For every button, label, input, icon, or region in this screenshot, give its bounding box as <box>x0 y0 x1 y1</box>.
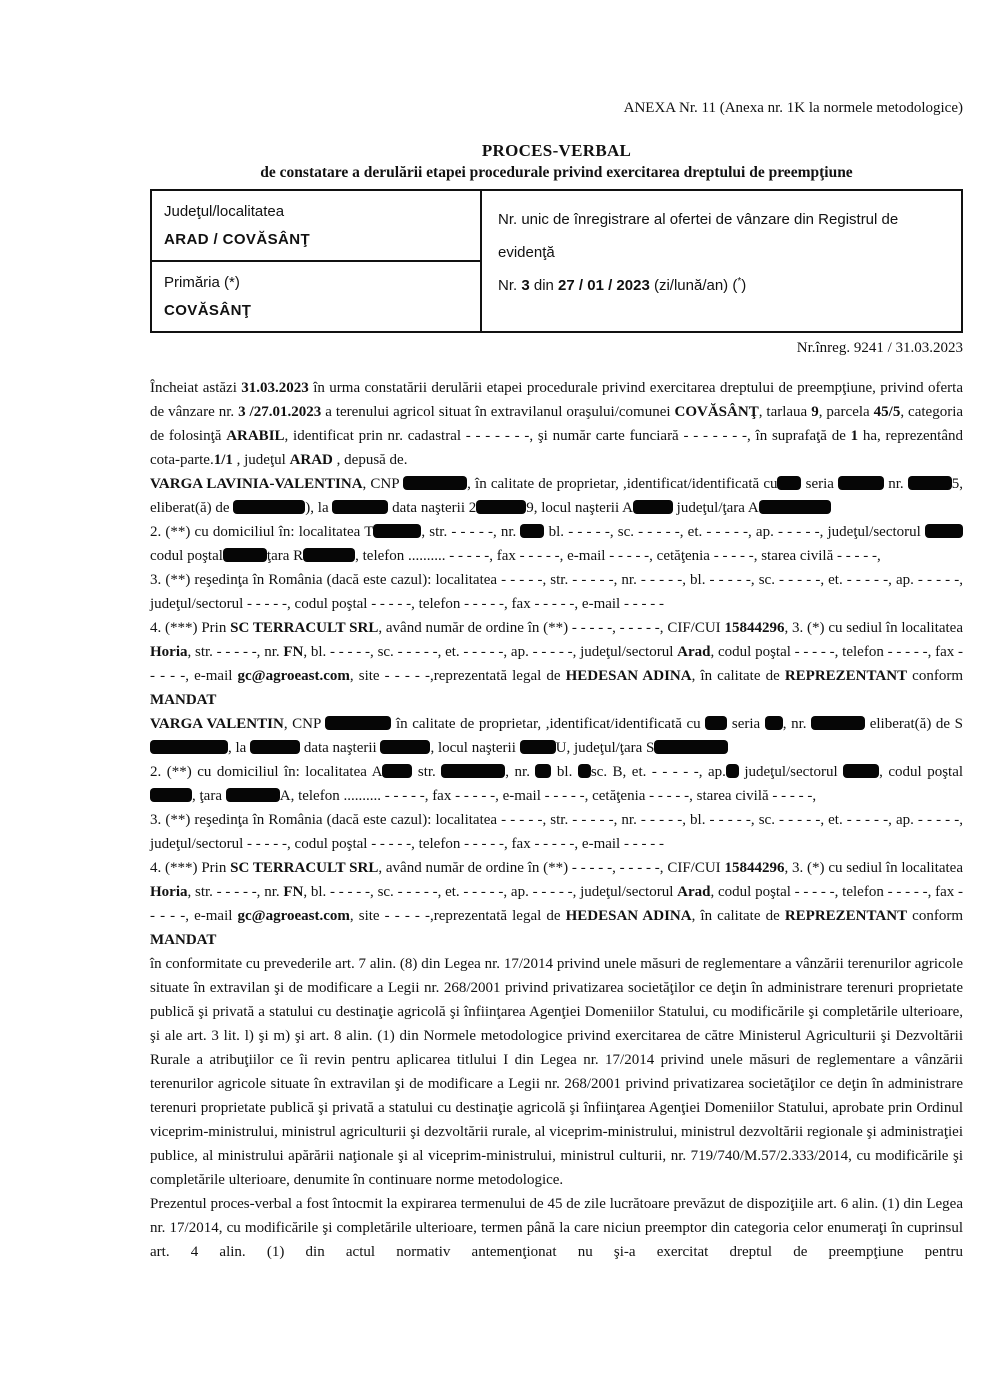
body-paragraph <box>150 568 963 616</box>
bold-text: Horia <box>150 884 188 900</box>
text-run: , site - - - - -,reprezentată legal de <box>349 908 566 924</box>
text-run: a terenului agricol situat în extravilanul oraşului/comunei <box>321 404 675 420</box>
text-run: , nr. <box>505 764 536 780</box>
primaria-value: COVĂSÂNŢ <box>164 302 252 319</box>
redaction-box <box>223 548 267 562</box>
bold-text: HEDESAN ADINA <box>565 668 692 684</box>
bold-text: 45/5 <box>873 404 901 420</box>
text-run: seria <box>801 476 839 492</box>
body-paragraph <box>150 472 963 520</box>
bold-text: HEDESAN ADINA <box>565 908 692 924</box>
text-run: , în calitate de <box>691 668 785 684</box>
text-run: , parcela <box>818 404 874 420</box>
text-run: , identificat prin nr. cadastral - - - - - - -, şi număr carte funciară - - - - - - -, în suprafaţă de <box>284 428 851 444</box>
redaction-box <box>403 476 467 490</box>
text-run: 5, eliberat(ă) de <box>150 476 964 516</box>
bold-text: gc@agroeast.com <box>237 908 350 924</box>
county-value: ARAD / COVĂSÂNŢ <box>164 231 311 248</box>
bold-text: Arad <box>677 884 711 900</box>
text-run: judeţul/ţara A <box>672 500 759 516</box>
body-paragraph <box>150 520 963 568</box>
registration-number-cell <box>481 190 962 332</box>
text-run: conform <box>907 908 963 924</box>
text-run: , str. - - - - -, nr. <box>187 884 284 900</box>
text-run: , ţara <box>192 788 226 804</box>
redaction-box <box>303 548 355 562</box>
redaction-box <box>520 740 556 754</box>
text-run: 3. (**) reşedinţa în România (dacă este cazul): localitatea - - - - -, str. - - - - -, nr. - - - - -, bl. - - - - -, sc. - - - - -, et. - - - - -, ap. - - - - -, judeţul/sectorul - - - - -, codul poştal - - - - -, telefon - - - - -, fax - - - - -, e-mail - - - - - <box>150 812 963 852</box>
bold-text: MANDAT <box>150 932 217 948</box>
text-run: ), la <box>305 500 333 516</box>
text-run: str. <box>412 764 442 780</box>
bold-text: gc@agroeast.com <box>237 668 350 684</box>
body-paragraph <box>150 616 963 712</box>
bold-text: 15844296 <box>724 620 785 636</box>
bold-text: COVĂSÂNŢ <box>674 404 759 420</box>
text-run: eliberat(ă) de S <box>865 716 964 732</box>
redaction-box <box>705 716 727 730</box>
body-paragraph <box>150 712 963 760</box>
text-run: 2. (**) cu domiciliul în: localitatea T <box>150 524 374 540</box>
bold-text: MANDAT <box>150 692 217 708</box>
primaria-label: Primăria (*) <box>164 274 240 291</box>
redaction-box <box>250 740 300 754</box>
text-run: , str. - - - - -, nr. <box>421 524 521 540</box>
redaction-box <box>925 524 963 538</box>
bold-text: VARGA LAVINIA-VALENTINA <box>150 476 363 492</box>
text-run: 2. (**) cu domiciliul în: localitatea A <box>150 764 383 780</box>
redaction-box <box>476 500 526 514</box>
text-run: , având număr de ordine în (**) - - - - -, - - - - -, CIF/CUI <box>378 620 725 636</box>
body-paragraph <box>150 808 963 856</box>
text-run: în conformitate cu prevederile art. 7 alin. (8) din Legea nr. 17/2014 privind unele măsuri de reglementare a vânzării terenurilor agricole situate în extravilan şi de modificare a Legii nr. 268/2001 privind privatizarea societăţilor ce deţin în administrare terenuri proprietate publică şi privată a statului cu destinaţie agricolă şi înfiinţarea Agenţiei Domeniilor Statului, cu modificările şi completările ulterioare, şi ale art. 3 lit. l) şi m) şi art. 8 alin. (1) din Normele metodologice privind exercitarea de către Ministerul Agriculturii şi Dezvoltării Rurale a atribuţiilor ce îi revin pentru aplicarea titlului I din Legea nr. 17/2014 privind unele măsuri de reglementare a vânzării terenurilor agricole situate în extravilan şi de modificare a Legii nr. 268/2001 privind privatizarea societăţilor ce deţin în administrare terenuri proprietate publică şi privată a statului cu destinaţie agricolă şi înfiinţarea Agenţiei Domeniilor Statului, aprobate prin Ordinul viceprim-ministrului, ministrul agriculturii şi dezvoltării rurale, al viceprim-ministrului, ministrul dezvoltării regionale şi administraţiei publice, al ministrului apărării naţionale şi al viceprim-ministrului, ministrul culturii, nr. 719/740/M.57/2.333/2014, cu modificările şi completările ulterioare, denumite în continuare norme metodologice. <box>150 956 963 1188</box>
document-subtitle: de constatare a derulării etapei procedurale privind exercitarea dreptului de preempţiune <box>260 164 853 181</box>
body-paragraph <box>150 376 963 472</box>
redaction-box <box>654 740 728 754</box>
bold-text: Arad <box>677 644 711 660</box>
bold-text: 27 / 01 / 2023 <box>558 277 650 294</box>
redaction-box <box>382 764 412 778</box>
text-run: , nr. <box>782 716 812 732</box>
text-run: , codul poştal - - - - -, telefon - - - - -, fax - - - - -, e-mail <box>150 884 963 924</box>
text-run: bl. <box>551 764 578 780</box>
bold-text: 31.03.2023 <box>241 380 309 396</box>
redaction-box <box>843 764 879 778</box>
bold-text: FN <box>283 884 304 900</box>
text-run: 4. (***) Prin <box>150 860 231 876</box>
redaction-box <box>520 524 544 538</box>
text-run: , locul naşterii <box>430 740 520 756</box>
registration-table <box>150 189 963 333</box>
text-run: , în calitate de <box>691 908 785 924</box>
redaction-box <box>373 524 421 538</box>
redaction-box <box>777 476 801 490</box>
text-run: , la <box>228 740 251 756</box>
text-run: , telefon .......... - - - - -, fax - - - - -, e-mail - - - - -, cetăţenia - - - - -, starea civilă - - - - -, <box>355 548 881 564</box>
bold-text: ARAD <box>289 452 333 468</box>
redaction-box <box>150 740 228 754</box>
registration-number-line <box>498 269 945 302</box>
text-run: sc. B, et. - - - - -, ap. <box>590 764 726 780</box>
text-run: , codul poştal - - - - -, telefon - - - - -, fax - - - - -, e-mail <box>150 644 963 684</box>
text-run: , tarlaua <box>758 404 812 420</box>
text-run: în urma constatării derulării etapei procedurale privind exercitarea dreptului de preempţiune, privind oferta de vânzare nr. <box>150 380 963 420</box>
redaction-box <box>908 476 952 490</box>
bold-text: 15844296 <box>724 860 785 876</box>
redaction-box <box>633 500 673 514</box>
superscript-star: * <box>737 276 742 287</box>
county-label: Judeţul/localitatea <box>164 203 285 220</box>
text-run: A, telefon .......... - - - - -, fax - - - - -, e-mail - - - - -, cetăţenia - - - - -, starea civilă - - - - -, <box>279 788 817 804</box>
text-run: ) <box>741 277 747 294</box>
text-run: conform <box>907 668 963 684</box>
text-run: , depusă de. <box>332 452 408 468</box>
bold-text: ARABIL <box>226 428 285 444</box>
text-run: data naşterii <box>300 740 381 756</box>
document-content <box>150 0 963 1264</box>
text-run: bl. - - - - -, sc. - - - - -, et. - - - - -, ap. - - - - -, judeţul/sectorul <box>544 524 925 540</box>
bold-text: REPREZENTANT <box>784 908 908 924</box>
text-run: , bl. - - - - -, sc. - - - - -, et. - - - - -, ap. - - - - -, judeţul/sectorul <box>303 884 678 900</box>
text-run: , având număr de ordine în (**) - - - - -, - - - - -, CIF/CUI <box>378 860 725 876</box>
text-run: nr. <box>884 476 908 492</box>
bold-text: 9 <box>811 404 819 420</box>
text-run: , CNP <box>283 716 326 732</box>
bold-text: 3 <box>521 277 530 294</box>
bold-text: SC TERRACULT SRL <box>230 620 379 636</box>
text-run: ha, reprezentând cota-parte. <box>150 428 963 468</box>
text-run: , judeţul <box>232 452 290 468</box>
document-title: PROCES-VERBAL <box>481 141 632 160</box>
body-paragraph <box>150 760 963 808</box>
body-paragraph <box>150 1192 963 1264</box>
text-run: (zi/lună/an) ( <box>649 277 738 294</box>
registration-table-body <box>151 190 962 332</box>
text-run: , în calitate de proprietar, ,identificat/identificată cu <box>467 476 778 492</box>
bold-text: REPREZENTANT <box>784 668 908 684</box>
text-run: seria <box>727 716 765 732</box>
redaction-box <box>578 764 591 778</box>
text-run: Prezentul proces-verbal a fost întocmit la expirarea termenului de 45 de zile lucrătoare prevăzut de dispoziţiile art. 6 alin. (1) din Legea nr. 17/2014, cu modificările şi completările ulterioare, termen până la care niciun preemptor din categoria celor enumeraţi în cuprinsul art. 4 alin. (1) din actul normativ antemenţionat nu şi-a exercitat dreptul de preempţiune pentru <box>150 1196 963 1260</box>
text-run: 4. (***) Prin <box>150 620 231 636</box>
redaction-box <box>811 716 865 730</box>
text-run: 3. (**) reşedinţa în România (dacă este cazul): localitatea - - - - -, str. - - - - -, nr. - - - - -, bl. - - - - -, sc. - - - - -, et. - - - - -, ap. - - - - -, judeţul/sectorul - - - - -, codul poştal - - - - -, telefon - - - - -, fax - - - - -, e-mail - - - - - <box>150 572 963 612</box>
text-run: Nr. <box>498 277 522 294</box>
redaction-box <box>726 764 739 778</box>
county-cell <box>151 190 481 261</box>
bold-text: 1 <box>850 428 859 444</box>
redaction-box <box>441 764 505 778</box>
bold-text: SC TERRACULT SRL <box>230 860 379 876</box>
bold-text: 3 /27.01.2023 <box>238 404 322 420</box>
document-body <box>150 376 963 1264</box>
text-run: , CNP <box>362 476 404 492</box>
redaction-box <box>838 476 884 490</box>
bold-text: 1/1 <box>213 452 233 468</box>
redaction-box <box>226 788 280 802</box>
text-run: din <box>529 277 559 294</box>
redaction-box <box>765 716 783 730</box>
text-run: , str. - - - - -, nr. <box>187 644 284 660</box>
text-run: ţara R <box>266 548 304 564</box>
text-run: 9, locul naşterii A <box>526 500 633 516</box>
text-run: data naşterii 2 <box>388 500 477 516</box>
redaction-box <box>380 740 430 754</box>
body-paragraph <box>150 952 963 1192</box>
text-run: U, judeţul/ţara S <box>555 740 655 756</box>
text-run: , site - - - - -,reprezentată legal de <box>349 668 566 684</box>
text-run: în calitate de proprietar, ,identificat/identificată cu <box>391 716 706 732</box>
redaction-box <box>332 500 388 514</box>
table-row <box>151 190 962 261</box>
text-run: , codul poştal <box>879 764 964 780</box>
bold-text: VARGA VALENTIN <box>150 716 284 732</box>
redaction-box <box>150 788 192 802</box>
registry-number-note: Nr.înreg. 9241 / 31.03.2023 <box>796 340 963 356</box>
text-run: Încheiat astăzi <box>150 380 242 396</box>
bold-text: Horia <box>150 644 188 660</box>
registration-description: Nr. unic de înregistrare al ofertei de vânzare din Registrul de evidenţă <box>498 211 899 261</box>
redaction-box <box>759 500 831 514</box>
redaction-box <box>325 716 391 730</box>
body-paragraph <box>150 856 963 952</box>
text-run: , 3. (*) cu sediul în localitatea <box>784 620 964 636</box>
redaction-box <box>535 764 551 778</box>
text-run: , categoria de folosinţă <box>150 404 964 444</box>
anexa-note: ANEXA Nr. 11 (Anexa nr. 1K la normele metodologice) <box>623 100 963 116</box>
text-run: , 3. (*) cu sediul în localitatea <box>784 860 964 876</box>
text-run: , bl. - - - - -, sc. - - - - -, et. - - - - -, ap. - - - - -, judeţul/sectorul <box>303 644 678 660</box>
primaria-cell <box>151 261 481 332</box>
bold-text: FN <box>283 644 304 660</box>
text-run: codul poştal <box>150 548 223 564</box>
redaction-box <box>233 500 305 514</box>
text-run: judeţul/sectorul <box>738 764 844 780</box>
